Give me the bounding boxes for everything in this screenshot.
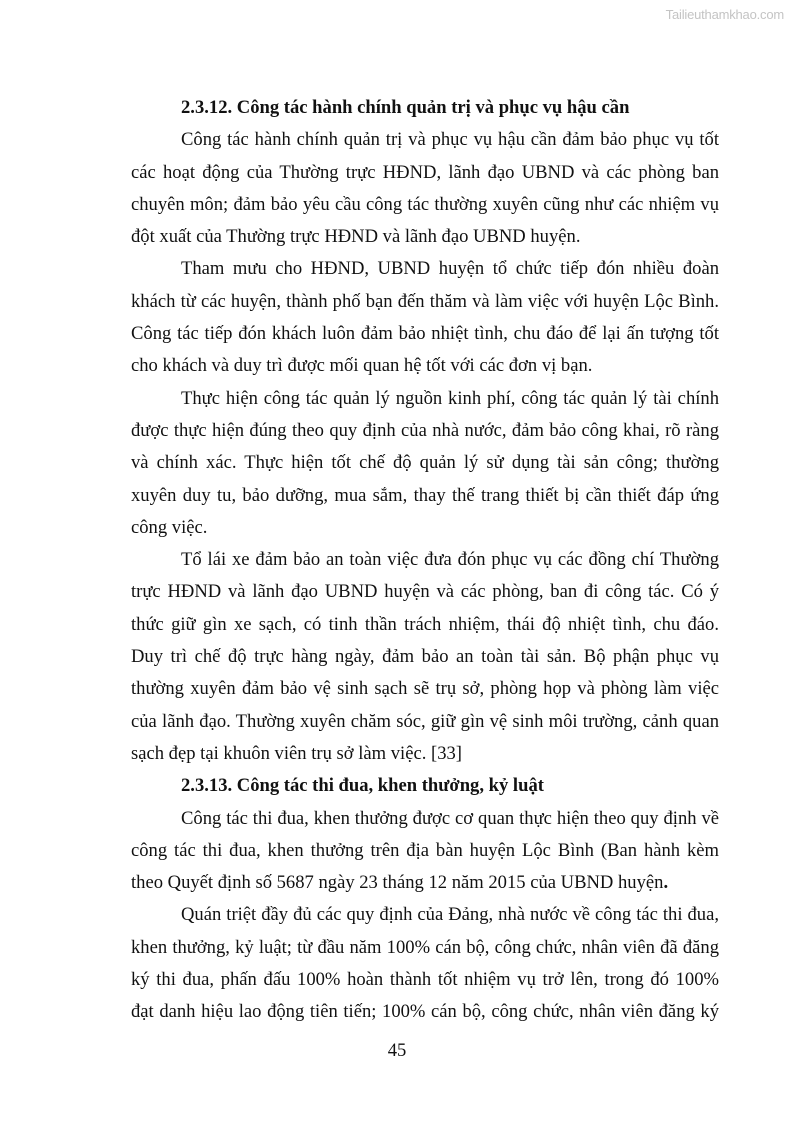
page-number: 45 (387, 1040, 407, 1061)
document-body (131, 92, 719, 1029)
text-line: Tham mưu cho HĐND, UBND huyện tổ chức tiếp đón nhiều đoàn (181, 258, 719, 280)
text-line: đột xuất của Thường trực HĐND và lãnh đạo UBND huyện. (131, 226, 581, 248)
text-line: sạch đẹp tại khuôn viên trụ sở làm việc. [33] (131, 742, 463, 764)
text-line: đạt danh hiệu lao động tiên tiến; 100% cán bộ, công chức, nhân viên đăng ký (131, 1001, 719, 1023)
text-line: thường xuyên đảm bảo vệ sinh sạch sẽ trụ sở, phòng họp và phòng làm việc (131, 678, 719, 700)
paragraph (131, 253, 719, 382)
text-line (131, 867, 719, 899)
text-line: Duy trì chế độ trực hàng ngày, đảm bảo an toàn tài sản. Bộ phận phục vụ (131, 646, 719, 668)
text-line: Công tác hành chính quản trị và phục vụ hậu cần đảm bảo phục vụ tốt (181, 129, 719, 151)
text-line: chuyên môn; đảm bảo yêu cầu công tác thường xuyên cũng như các nhiệm vụ (131, 193, 719, 215)
text-line: khách từ các huyện, thành phố bạn đến thăm và làm việc với huyện Lộc Bình. (131, 290, 719, 312)
section-heading: 2.3.13. Công tác thi đua, khen thưởng, kỷ luật (181, 775, 544, 797)
paragraph (131, 803, 719, 900)
text-line: cho khách và duy trì được mối quan hệ tốt với các đơn vị bạn. (131, 355, 593, 377)
bold-period: . (663, 872, 669, 894)
text-line: Công tác thi đua, khen thưởng được cơ quan thực hiện theo quy định về (181, 807, 719, 829)
text-line: Thực hiện công tác quản lý nguồn kinh phí, công tác quản lý tài chính (181, 387, 719, 409)
paragraph (131, 124, 719, 253)
text-line: của lãnh đạo. Thường xuyên chăm sóc, giữ gìn vệ sinh môi trường, cảnh quan (131, 710, 719, 732)
text-line: công việc. (131, 516, 208, 538)
paragraph (131, 544, 719, 770)
text-line: Tổ lái xe đảm bảo an toàn việc đưa đón phục vụ các đồng chí Thường (181, 549, 719, 571)
text-line: trực HĐND và lãnh đạo UBND huyện và các phòng, ban đi công tác. Có ý (131, 581, 719, 603)
text-line: xuyên duy tu, bảo dưỡng, mua sắm, thay thế trang thiết bị cần thiết đáp ứng (131, 484, 719, 506)
text-line: các hoạt động của Thường trực HĐND, lãnh đạo UBND và các phòng ban (131, 161, 719, 183)
text-line: thức giữ gìn xe sạch, có tinh thần trách nhiệm, thái độ nhiệt tình, chu đáo. (131, 613, 719, 635)
paragraph (131, 383, 719, 544)
text-line: Công tác tiếp đón khách luôn đảm bảo nhiệt tình, chu đáo để lại ấn tượng tốt (131, 323, 719, 345)
text-line: và chính xác. Thực hiện tốt chế độ quản lý sử dụng tài sản công; thường (131, 452, 719, 474)
text-line: ký thi đua, phấn đấu 100% hoàn thành tốt nhiệm vụ trở lên, trong đó 100% (131, 969, 719, 991)
text-span: theo Quyết định số 5687 ngày 23 tháng 12 năm 2015 của UBND huyện (131, 872, 664, 894)
watermark: Tailieuthamkhao.com (665, 7, 784, 22)
section-heading: 2.3.12. Công tác hành chính quản trị và phục vụ hậu cần (181, 97, 630, 118)
text-line: công tác thi đua, khen thưởng trên địa bàn huyện Lộc Bình (Ban hành kèm (131, 839, 719, 861)
text-line: được thực hiện đúng theo quy định của nhà nước, đảm bảo công khai, rõ ràng (131, 419, 719, 441)
text-line: khen thưởng, kỷ luật; từ đầu năm 100% cán bộ, công chức, nhân viên đã đăng (131, 936, 719, 958)
paragraph (131, 899, 719, 1028)
text-line: Quán triệt đầy đủ các quy định của Đảng, nhà nước về công tác thi đua, (181, 904, 719, 926)
